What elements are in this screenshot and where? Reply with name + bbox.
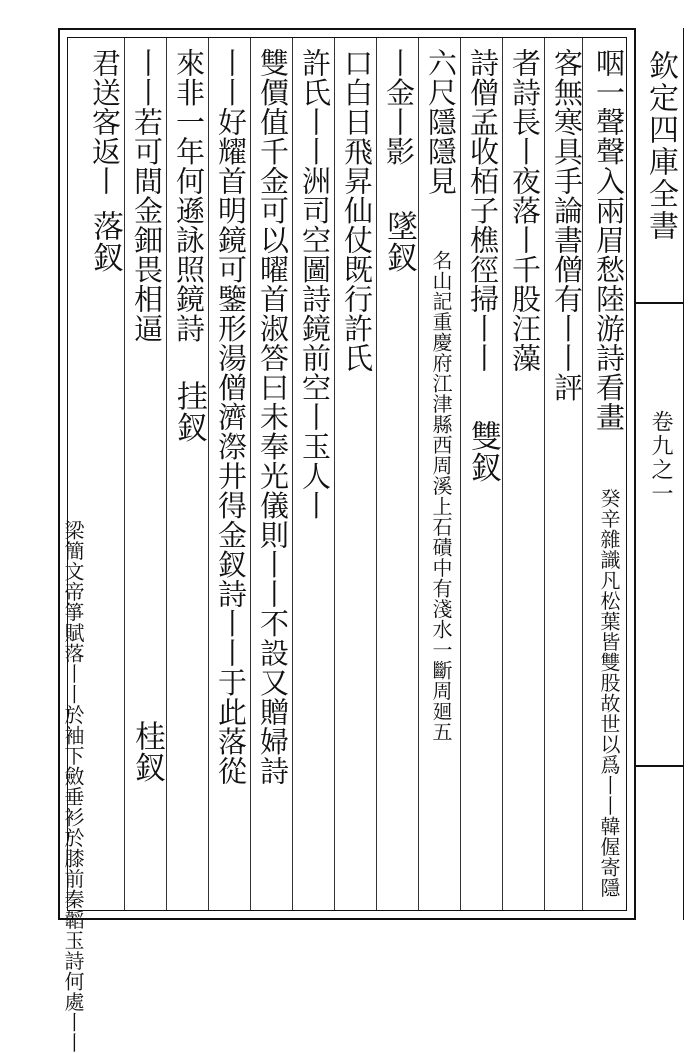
column-rule (208, 38, 209, 910)
text-column: 丨丨若可間金鈿畏相逼 (130, 48, 164, 343)
entry-note: 癸辛雜識凡松葉皆雙股故世以爲丨丨韓偓寄隱 (597, 488, 621, 898)
text-column: 丨丨好耀首明鏡可鑒形湯僧濟漈井得金釵詩丨丨于此落從 (214, 48, 248, 786)
column-rule (544, 38, 545, 910)
spacer (68, 48, 86, 248)
entry-head: 墜釵 (381, 210, 417, 273)
text-column: 來非一年何遜詠照鏡詩 (172, 48, 206, 343)
entry-note: 梁簡文帝箏賦落丨丨於袖下斂垂衫於膝前秦韜玉詩何處丨丨 (61, 520, 85, 1053)
text-column: 客無寒具手論書僧有丨丨評 (550, 48, 584, 402)
column-rule (124, 38, 125, 910)
entry-note: 名山記重慶府江津縣西周溪上石磧中有淺水一斷周廻五 (429, 250, 453, 742)
column-rule (292, 38, 293, 910)
text-column: 六尺隱隱見 (424, 48, 458, 196)
column-rule (166, 38, 167, 910)
column-rule (334, 38, 335, 910)
column-rule (376, 38, 377, 910)
text-column: 詩僧孟收栢子樵徑掃丨丨 (466, 48, 500, 373)
column-rule (250, 38, 251, 910)
column-rule (502, 38, 503, 910)
text-column: 丨金丨影 (382, 48, 416, 166)
volume-number: 卷九之一 (648, 410, 673, 506)
text-column: 許氏丨丨洲司空圖詩鏡前空丨玉人丨 (298, 48, 332, 520)
column-rule (460, 38, 461, 910)
entry-head: 桂釵 (129, 720, 165, 783)
text-column: 咽一聲聲入兩眉愁陸游詩看畫 (592, 48, 626, 432)
book-title: 欽定四庫全書 (643, 50, 678, 242)
text-column: 君送客返丨 (88, 48, 122, 196)
text-column: 雙價值千金可以曜首淑答曰未奉光儀則丨丨不設又贈婦詩 (256, 48, 290, 786)
column-rule (418, 38, 419, 910)
text-column: 者詩長丨夜落丨千股汪藻 (508, 48, 542, 373)
entry-head: 雙釵 (465, 420, 501, 483)
entry-head: 落釵 (87, 210, 123, 273)
fishtail-top (636, 302, 684, 304)
fishtail-bottom (636, 765, 684, 767)
entry-head: 挂釵 (171, 380, 207, 443)
text-column: 口白日飛昇仙仗既行許氏 (340, 48, 374, 373)
